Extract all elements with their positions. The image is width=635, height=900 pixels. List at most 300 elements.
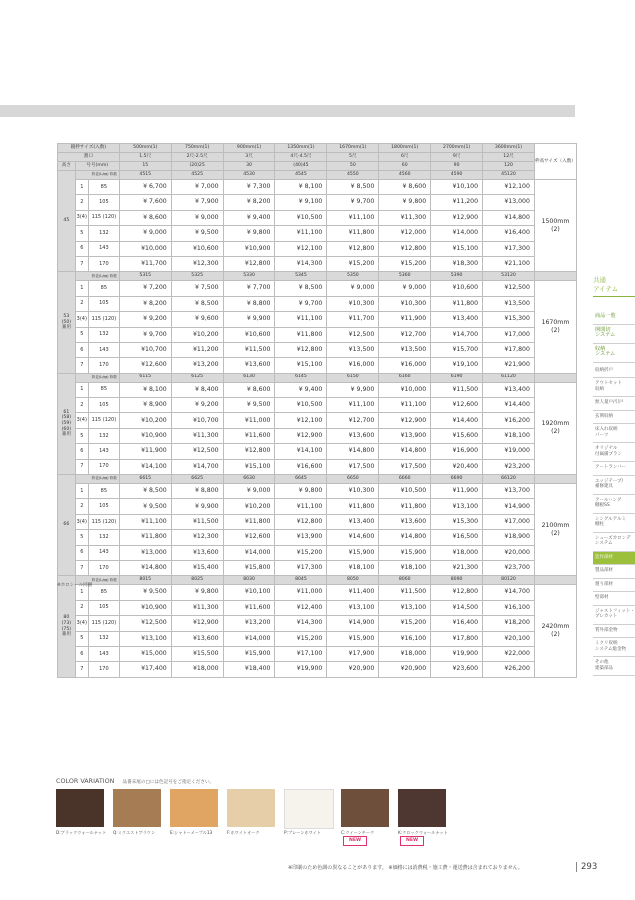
header-size-mm: 3600mm(1) (483, 144, 535, 153)
price-cell: ¥ 7,200 (119, 281, 171, 296)
sidebar-item[interactable]: ミクリ収納 システム総金物 (593, 638, 635, 657)
row-width: 115 (120) (88, 413, 119, 428)
price-cell: ¥15,100 (431, 241, 483, 256)
sidebar-item[interactable]: 収納折戸 (593, 365, 635, 379)
price-table (57, 143, 577, 678)
price-cell: ¥12,900 (431, 210, 483, 225)
sidebar-item[interactable]: アウトセット 収納 (593, 378, 635, 397)
group-height: 53 (50) 兼用 (58, 272, 76, 373)
product-code: 6160 (379, 373, 431, 382)
color-swatch (398, 789, 446, 827)
table-row (58, 459, 577, 474)
price-cell: ¥ 9,000 (171, 210, 223, 225)
price-cell: ¥14,000 (223, 545, 275, 560)
product-code: 6615 (119, 475, 171, 484)
sidebar-item[interactable]: 質外部金物 (593, 625, 635, 639)
price-cell: ¥15,200 (275, 545, 327, 560)
price-cell: ¥11,900 (431, 484, 483, 499)
price-cell: ¥11,500 (379, 585, 431, 600)
sidebar-item[interactable]: アールハング 棚板SS (593, 495, 635, 514)
price-cell: ¥15,200 (275, 631, 327, 646)
row-width: 85 (88, 585, 119, 600)
product-code: 4525 (171, 171, 223, 180)
header-size-num: 号号(mm) (75, 162, 119, 171)
new-badge: NEW (343, 836, 367, 846)
price-cell: ¥ 8,500 (275, 281, 327, 296)
color-swatch (284, 789, 334, 829)
page-number: 293 (576, 862, 597, 872)
price-cell: ¥10,900 (223, 241, 275, 256)
table-row (58, 256, 577, 271)
table-row (58, 585, 577, 600)
group-frame-height: 1920mm (2) (534, 382, 576, 474)
product-code: 53120 (483, 272, 535, 281)
price-cell: ¥ 9,000 (379, 281, 431, 296)
row-width: 85 (88, 281, 119, 296)
price-cell: ¥ 9,100 (275, 195, 327, 210)
footnote: ※印刷のため色調の異なることがあります。 ※価格には消費税・施工費・運送費は含まれておりません。 (288, 865, 523, 871)
price-cell: ¥11,800 (327, 226, 379, 241)
price-cell: ¥11,500 (431, 382, 483, 397)
price-cell: ¥10,200 (119, 413, 171, 428)
price-cell: ¥11,100 (327, 210, 379, 225)
product-code: 4530 (223, 171, 275, 180)
price-cell: ¥ 9,200 (119, 312, 171, 327)
price-cell: ¥11,300 (171, 428, 223, 443)
header-shaku: 5尺 (327, 153, 379, 162)
price-cell: ¥15,400 (171, 560, 223, 575)
price-cell: ¥16,100 (379, 631, 431, 646)
row-number: 2 (75, 195, 88, 210)
frame-height-spacer (534, 475, 576, 484)
price-cell: ¥13,500 (379, 342, 431, 357)
group-frame-height: 2420mm (2) (534, 585, 576, 677)
price-cell: ¥10,100 (223, 585, 275, 600)
price-cell: ¥13,200 (171, 358, 223, 373)
header-num: 50 (327, 162, 379, 171)
price-cell: ¥10,000 (119, 241, 171, 256)
price-cell: ¥15,300 (483, 312, 535, 327)
price-cell: ¥23,200 (483, 459, 535, 474)
price-cell: ¥13,600 (171, 631, 223, 646)
product-code: 6125 (171, 373, 223, 382)
price-cell: ¥ 9,400 (223, 210, 275, 225)
price-cell: ¥ 8,200 (223, 195, 275, 210)
price-cell: ¥ 8,500 (119, 484, 171, 499)
table-row (58, 514, 577, 529)
price-cell: ¥17,100 (275, 646, 327, 661)
side-index (593, 276, 635, 676)
header-num: 30 (223, 162, 275, 171)
price-cell: ¥10,700 (119, 342, 171, 357)
price-cell: ¥ 9,000 (327, 281, 379, 296)
row-width: 132 (88, 226, 119, 241)
price-cell: ¥10,600 (431, 281, 483, 296)
price-cell: ¥11,800 (223, 514, 275, 529)
price-cell: ¥16,200 (483, 413, 535, 428)
price-cell: ¥12,500 (171, 444, 223, 459)
price-cell: ¥10,200 (223, 499, 275, 514)
sidebar-item[interactable]: シューズカロンデ システム (593, 533, 635, 552)
color-swatch (170, 789, 218, 827)
table-row (58, 499, 577, 514)
row-width: 132 (88, 631, 119, 646)
header-num: (40)45 (275, 162, 327, 171)
price-cell: ¥13,000 (483, 195, 535, 210)
price-cell: ¥17,500 (327, 459, 379, 474)
group-height: 45 (58, 171, 76, 272)
price-cell: ¥11,800 (327, 499, 379, 514)
price-cell: ¥ 9,900 (327, 382, 379, 397)
product-code: 66120 (483, 475, 535, 484)
color-swatch (227, 789, 275, 827)
color-variation-subtitle: 品番末尾の□には色記号をご指定ください。 (122, 780, 215, 785)
frame-height-spacer (534, 272, 576, 281)
product-code: 8060 (379, 576, 431, 585)
price-cell: ¥13,100 (431, 499, 483, 514)
price-cell: ¥11,700 (327, 312, 379, 327)
price-cell: ¥15,100 (275, 358, 327, 373)
price-cell: ¥11,800 (119, 530, 171, 545)
price-cell: ¥15,000 (119, 646, 171, 661)
sidebar-item[interactable]: その他 建築部品 (593, 657, 635, 676)
table-row (58, 312, 577, 327)
price-cell: ¥14,400 (431, 413, 483, 428)
product-code: 6145 (275, 373, 327, 382)
color-swatch-label: F:ホワイトオーク (227, 830, 260, 835)
row-number: 5 (75, 327, 88, 342)
price-cell: ¥19,100 (431, 358, 483, 373)
price-cell: ¥14,900 (327, 616, 379, 631)
price-cell: ¥15,200 (379, 616, 431, 631)
price-cell: ¥20,000 (483, 545, 535, 560)
price-cell: ¥12,900 (171, 616, 223, 631)
table-row (58, 600, 577, 615)
price-cell: ¥12,700 (379, 327, 431, 342)
price-cell: ¥ 7,900 (171, 195, 223, 210)
price-cell: ¥15,500 (171, 646, 223, 661)
price-cell: ¥11,500 (171, 514, 223, 529)
price-cell: ¥18,000 (379, 646, 431, 661)
price-cell: ¥10,900 (119, 428, 171, 443)
price-cell: ¥17,000 (483, 514, 535, 529)
price-cell: ¥ 8,200 (119, 296, 171, 311)
row-number: 1 (75, 382, 88, 397)
row-number: 3(4) (75, 312, 88, 327)
product-code: 5330 (223, 272, 275, 281)
row-number: 6 (75, 646, 88, 661)
price-cell: ¥22,000 (483, 646, 535, 661)
sidebar-item[interactable]: 床入れ収納 パーツ (593, 424, 635, 443)
price-cell: ¥13,700 (483, 484, 535, 499)
price-cell: ¥ 9,000 (119, 226, 171, 241)
price-cell: ¥14,300 (275, 256, 327, 271)
price-cell: ¥26,200 (483, 662, 535, 677)
price-cell: ¥13,400 (327, 514, 379, 529)
color-swatch-label: E:シャトーメープル13 (170, 830, 213, 835)
price-cell: ¥12,100 (275, 241, 327, 256)
price-cell: ¥14,400 (483, 398, 535, 413)
price-cell: ¥ 7,600 (119, 195, 171, 210)
price-cell: ¥ 8,400 (171, 382, 223, 397)
price-cell: ¥13,600 (327, 428, 379, 443)
row-width: 170 (88, 358, 119, 373)
row-number: 6 (75, 545, 88, 560)
product-code: 6625 (171, 475, 223, 484)
color-swatch-label: D:ブラックウォールナット (56, 830, 107, 835)
price-cell: ¥18,900 (483, 530, 535, 545)
row-number: 3(4) (75, 514, 88, 529)
header-shaku: 2尺-2.5尺 (171, 153, 223, 162)
price-cell: ¥13,200 (223, 616, 275, 631)
price-cell: ¥16,000 (379, 358, 431, 373)
sidebar-item[interactable]: 開閉切 システム (593, 325, 635, 344)
header-size-mm: 2700mm(1) (431, 144, 483, 153)
header-size-mm: 500mm(1) (119, 144, 171, 153)
table-row (58, 342, 577, 357)
row-number: 1 (75, 585, 88, 600)
sidebar-item[interactable]: 無人量戸/引戸 (593, 397, 635, 411)
row-width: 143 (88, 545, 119, 560)
header-shaku: 6尺 (379, 153, 431, 162)
header-num: (20)25 (171, 162, 223, 171)
price-cell: ¥15,900 (379, 545, 431, 560)
sidebar-item[interactable]: ジャストフィット・ プレカット (593, 606, 635, 625)
row-width: 105 (88, 296, 119, 311)
sidebar-item[interactable]: アートランバー (593, 462, 635, 476)
price-cell: ¥14,100 (275, 444, 327, 459)
price-cell: ¥11,600 (223, 600, 275, 615)
price-cell: ¥21,900 (483, 358, 535, 373)
row-number: 2 (75, 398, 88, 413)
price-cell: ¥11,800 (275, 327, 327, 342)
row-number: 3(4) (75, 413, 88, 428)
color-swatch-label: P:プレーンホワイト (284, 830, 322, 835)
price-cell: ¥10,000 (379, 382, 431, 397)
row-width: 143 (88, 444, 119, 459)
price-cell: ¥ 7,700 (223, 281, 275, 296)
product-code: 5325 (171, 272, 223, 281)
sidebar-item[interactable]: 壁部材 (593, 592, 635, 606)
row-number: 2 (75, 499, 88, 514)
price-cell: ¥10,600 (171, 241, 223, 256)
group-frame-height: 1670mm (2) (534, 281, 576, 373)
table-row (58, 180, 577, 195)
color-swatch-label: K:クロックウォールナット (398, 830, 448, 835)
product-code: 80120 (483, 576, 535, 585)
price-cell: ¥10,500 (275, 398, 327, 413)
product-code: 8030 (223, 576, 275, 585)
price-cell: ¥18,400 (223, 662, 275, 677)
price-cell: ¥12,800 (327, 241, 379, 256)
price-cell: ¥10,300 (327, 484, 379, 499)
sidebar-item[interactable]: シングルアルミ 棚柱 (593, 514, 635, 533)
row-width: 115 (120) (88, 210, 119, 225)
price-cell: ¥20,900 (327, 662, 379, 677)
price-cell: ¥14,000 (431, 226, 483, 241)
price-cell: ¥17,400 (119, 662, 171, 677)
row-width: 105 (88, 499, 119, 514)
sidebar-item[interactable]: 製品部材 (593, 565, 635, 579)
price-cell: ¥11,100 (275, 499, 327, 514)
row-number: 5 (75, 226, 88, 241)
table-row (58, 413, 577, 428)
price-cell: ¥ 9,900 (171, 499, 223, 514)
code-label: 枠並(L/㎜) 枠数 (75, 373, 119, 382)
sidebar-item[interactable]: 商品一覧 (593, 311, 635, 325)
price-cell: ¥15,200 (379, 256, 431, 271)
price-cell: ¥12,800 (431, 585, 483, 600)
product-code: 8045 (275, 576, 327, 585)
price-cell: ¥18,200 (483, 616, 535, 631)
price-cell: ¥11,200 (171, 342, 223, 357)
price-cell: ¥ 7,000 (171, 180, 223, 195)
price-cell: ¥17,300 (275, 560, 327, 575)
sidebar-item[interactable]: 造作部材 (593, 552, 635, 566)
color-variation-title: COLOR VARIATION (56, 777, 115, 785)
row-number: 1 (75, 484, 88, 499)
row-number: 6 (75, 342, 88, 357)
sidebar-item[interactable]: 廻り部材 (593, 579, 635, 593)
price-cell: ¥ 7,500 (171, 281, 223, 296)
row-number: 5 (75, 428, 88, 443)
price-cell: ¥19,900 (431, 646, 483, 661)
price-cell: ¥12,300 (171, 256, 223, 271)
price-cell: ¥16,100 (483, 600, 535, 615)
price-cell: ¥15,600 (431, 428, 483, 443)
row-number: 1 (75, 180, 88, 195)
table-row (58, 210, 577, 225)
price-cell: ¥11,200 (431, 195, 483, 210)
price-cell: ¥10,900 (119, 600, 171, 615)
price-cell: ¥ 9,600 (171, 312, 223, 327)
price-cell: ¥12,100 (483, 180, 535, 195)
group-height: 80 (73) (75) 兼用 (58, 576, 76, 677)
price-cell: ¥ 9,500 (223, 398, 275, 413)
price-cell: ¥ 8,600 (379, 180, 431, 195)
header-height: 高さ (58, 162, 76, 171)
price-cell: ¥ 8,800 (171, 484, 223, 499)
header-frame-size: 鏡枠サイズ(入数) (58, 144, 120, 153)
price-cell: ¥18,100 (379, 560, 431, 575)
price-cell: ¥ 9,200 (171, 398, 223, 413)
product-code: 6190 (431, 373, 483, 382)
product-code: 6690 (431, 475, 483, 484)
price-cell: ¥14,600 (327, 530, 379, 545)
price-cell: ¥14,700 (431, 327, 483, 342)
product-code: 6645 (275, 475, 327, 484)
code-label: 枠並(L/㎜) 枠数 (75, 576, 119, 585)
code-label: 枠並(L/㎜) 枠数 (75, 171, 119, 180)
price-cell: ¥15,800 (223, 560, 275, 575)
product-code: 8090 (431, 576, 483, 585)
row-width: 132 (88, 327, 119, 342)
price-cell: ¥17,000 (483, 327, 535, 342)
color-swatch-label: C:クイーンチーク (341, 830, 375, 835)
product-code: 5315 (119, 272, 171, 281)
table-row (58, 327, 577, 342)
sidebar-item[interactable]: 玄関収納 (593, 411, 635, 425)
price-cell: ¥ 9,500 (119, 499, 171, 514)
code-label: 枠並(L/㎜) 枠数 (75, 272, 119, 281)
price-cell: ¥17,300 (483, 241, 535, 256)
product-code: 4515 (119, 171, 171, 180)
price-cell: ¥12,800 (275, 342, 327, 357)
price-cell: ¥13,500 (327, 342, 379, 357)
sidebar-item[interactable]: 収納 システム (593, 344, 635, 363)
code-label: 枠並(L/㎜) 枠数 (75, 475, 119, 484)
price-cell: ¥10,500 (379, 484, 431, 499)
table-row (58, 226, 577, 241)
color-swatch (56, 789, 104, 827)
price-cell: ¥14,500 (431, 600, 483, 615)
row-number: 6 (75, 444, 88, 459)
row-width: 170 (88, 459, 119, 474)
header-split: 割口 (58, 153, 120, 162)
table-row (58, 530, 577, 545)
product-code: 4560 (379, 171, 431, 180)
price-cell: ¥ 9,900 (223, 312, 275, 327)
row-number: 2 (75, 296, 88, 311)
price-cell: ¥12,600 (431, 398, 483, 413)
price-cell: ¥23,700 (483, 560, 535, 575)
price-cell: ¥16,400 (431, 616, 483, 631)
price-cell: ¥13,900 (379, 428, 431, 443)
row-width: 115 (120) (88, 312, 119, 327)
price-cell: ¥23,600 (431, 662, 483, 677)
sidebar-item[interactable]: オリジナル 付属備プラン (593, 443, 635, 462)
price-cell: ¥13,500 (483, 296, 535, 311)
price-cell: ¥ 9,500 (171, 226, 223, 241)
product-code: 6630 (223, 475, 275, 484)
price-cell: ¥ 8,900 (119, 398, 171, 413)
sidebar-item[interactable]: エッジテープ/ 補修建具 (593, 476, 635, 495)
row-width: 143 (88, 241, 119, 256)
price-cell: ¥11,100 (275, 312, 327, 327)
price-cell: ¥ 8,800 (223, 296, 275, 311)
row-number: 3(4) (75, 616, 88, 631)
table-row (58, 662, 577, 677)
row-number: 6 (75, 241, 88, 256)
table-row (58, 545, 577, 560)
price-cell: ¥11,500 (223, 342, 275, 357)
product-code: 8025 (171, 576, 223, 585)
price-cell: ¥15,300 (431, 514, 483, 529)
row-number: 3(4) (75, 210, 88, 225)
table-row (58, 281, 577, 296)
row-width: 85 (88, 382, 119, 397)
price-cell: ¥18,000 (171, 662, 223, 677)
row-number: 5 (75, 631, 88, 646)
group-height: 61 (58) (59) (60) 兼用 (58, 373, 76, 474)
price-cell: ¥19,000 (483, 444, 535, 459)
price-cell: ¥12,500 (119, 616, 171, 631)
product-code: 5350 (327, 272, 379, 281)
price-cell: ¥10,600 (223, 327, 275, 342)
table-row (58, 616, 577, 631)
price-cell: ¥11,800 (379, 499, 431, 514)
price-cell: ¥ 8,600 (119, 210, 171, 225)
header-num: 15 (119, 162, 171, 171)
price-cell: ¥12,800 (223, 444, 275, 459)
price-cell: ¥20,100 (483, 631, 535, 646)
row-number: 7 (75, 256, 88, 271)
table-row (58, 484, 577, 499)
table-row (58, 646, 577, 661)
price-cell: ¥11,100 (119, 514, 171, 529)
frame-height-spacer (534, 576, 576, 585)
row-width: 105 (88, 600, 119, 615)
